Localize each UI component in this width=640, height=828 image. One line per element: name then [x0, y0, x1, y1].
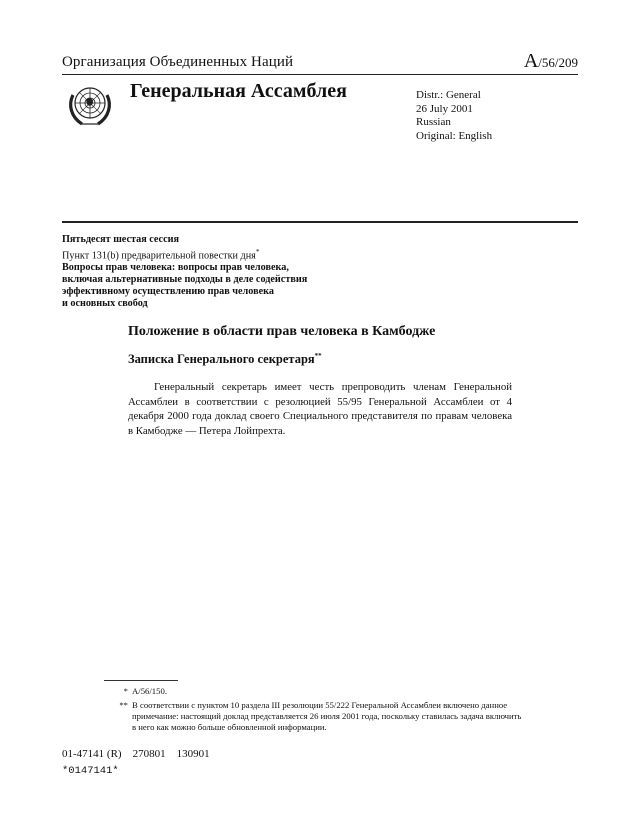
session-title: Пятьдесят шестая сессия: [62, 234, 179, 245]
note-title: [128, 352, 322, 367]
section-rule: [62, 221, 578, 223]
footnote: [114, 686, 524, 697]
footnote-text: A/56/150.: [132, 686, 167, 696]
assembly-title: Генеральная Ассамблея: [130, 80, 347, 102]
body-paragraph: Генеральный секретарь имеет честь препроводить членам Генеральной Ассамблеи в соответствии с резолюцией 55/95 Генеральной Ассамблеи от 4 декабря 2000 года доклад своего Специального представителя по правам человека в Камбодже — Петера Лойпрехта.: [128, 381, 512, 437]
agenda-heading-line: эффективному осуществлению прав человека: [62, 286, 274, 298]
note-title-text: Записка Генерального секретаря: [128, 352, 315, 367]
organization-name: Организация Объединенных Наций: [62, 54, 294, 70]
note-footnote-mark: **: [314, 352, 322, 360]
document-number: [62, 748, 210, 760]
agenda-heading-line: включая альтернативные подходы в деле содействия: [62, 274, 308, 286]
agenda-heading-line: Вопросы прав человека: вопросы прав человека,: [62, 262, 289, 274]
footnote-text: В соответствии с пунктом 10 раздела III резолюции 55/222 Генеральной Ассамблеи включено данное примечание: настоящий доклад представляется 26 июля 2001 года, поскольку ставилась задача включить в него как можно больше обновленной информации.: [132, 700, 522, 733]
agenda-footnote-mark: *: [255, 248, 260, 256]
symbol-number: /56/209: [538, 55, 578, 70]
agenda-text: Пункт 131(b) предварительной повестки дня: [62, 250, 256, 262]
barcode-text: *0147141*: [62, 765, 119, 777]
report-title: Положение в области прав человека в Камбодже: [128, 324, 436, 339]
symbol-prefix: A: [523, 50, 539, 72]
date-line: 26 July 2001: [416, 102, 473, 115]
document-number-text: 01-47141 (R) 270801 130901: [62, 748, 210, 760]
header-rule: [62, 74, 578, 75]
footnote-mark: *: [123, 686, 128, 696]
distribution-block: [416, 89, 492, 143]
distr-line: Distr.: General: [416, 89, 481, 101]
session-block: [62, 234, 307, 310]
un-emblem-icon: [66, 81, 114, 129]
language-line: Russian: [416, 116, 451, 128]
agenda-item: [62, 246, 307, 262]
document-symbol: [524, 50, 578, 73]
agenda-heading-line: и основных свобод: [62, 298, 148, 310]
footnote: [114, 700, 524, 734]
footnote-mark: **: [119, 700, 128, 710]
original-line: Original: English: [416, 129, 493, 142]
footnote-separator: [104, 680, 178, 681]
